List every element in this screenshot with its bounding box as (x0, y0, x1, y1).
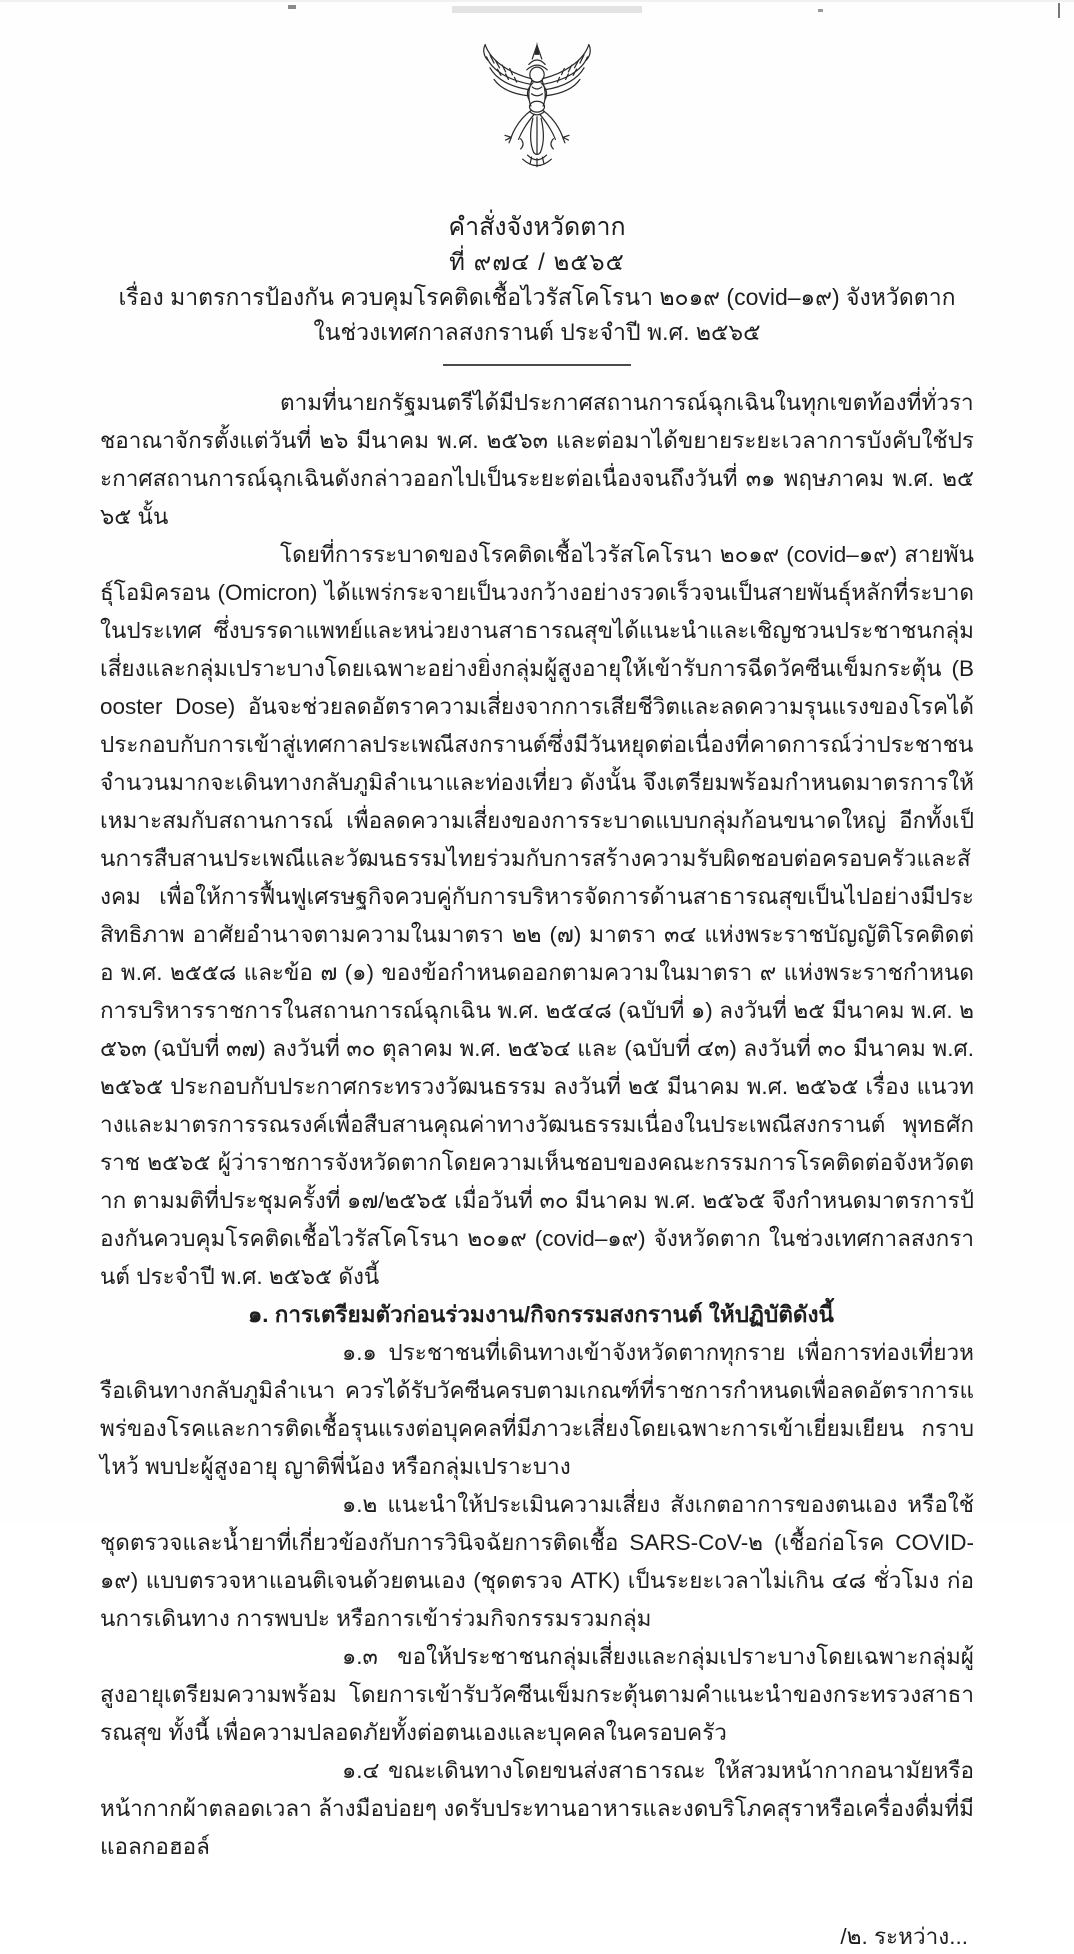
scan-artifact (1058, 3, 1060, 18)
document-number: ที่ ๙๗๔ / ๒๕๖๕ (449, 249, 625, 276)
section-1-item-3: ๑.๓ ขอให้ประชาชนกลุ่มเสี่ยงและกลุ่มเปราะบางโดยเฉพาะกลุ่มผู้สูงอายุเตรียมความพร้อม โดยการเข้ารับวัคซีนเข็มกระตุ้นตามคำแนะนำของกระทรวงสาธารณสุข ทั้งนี้ เพื่อความปลอดภัยทั้งต่อตนเองและบุคคลในครอบครัว (100, 1644, 974, 1745)
paragraph-preamble: ตามที่นายกรัฐมนตรีได้มีประกาศสถานการณ์ฉุกเฉินในทุกเขตท้องที่ทั่วราชอาณาจักรตั้งแต่วันที่ ๒๖ มีนาคม พ.ศ. ๒๕๖๓ และต่อมาได้ขยายระยะเวลาการบังคับใช้ประกาศสถานการณ์ฉุกเฉินดังกล่าวออกไปเป็นระยะต่อเนื่องจนถึงวันที่ ๓๑ พฤษภาคม พ.ศ. ๒๕๖๕ นั้น (100, 390, 974, 529)
document-body (100, 384, 974, 1866)
garuda-emblem-icon (100, 0, 974, 204)
section-1-item-1: ๑.๑ ประชาชนที่เดินทางเข้าจังหวัดตากทุกราย เพื่อการท่องเที่ยวหรือเดินทางกลับภูมิลำเนา ควรได้รับวัคซีนครบตามเกณฑ์ที่ราชการกำหนดเพื่อลดอัตราการแพร่ของโรคและการติดเชื้อรุนแรงต่อบุคคลที่มีภาวะเสี่ยงโดยเฉพาะการเข้าเยี่ยมเยียน กราบไหว้ พบปะผู้สูงอายุ ญาติพี่น้อง หรือกลุ่มเปราะบาง (100, 1340, 974, 1479)
scan-artifact (0, 0, 1074, 2)
section-1-heading: ๑. การเตรียมตัวก่อนร่วมงาน/กิจกรรมสงกรานต์ ให้ปฏิบัติดังนี้ (248, 1302, 834, 1327)
scan-artifact (452, 6, 642, 13)
scan-artifact (818, 9, 823, 12)
section-1-item-2: ๑.๒ แนะนำให้ประเมินความเสี่ยง สังเกตอาการของตนเอง หรือใช้ชุดตรวจและน้ำยาที่เกี่ยวข้องกับการวินิจฉัยการติดเชื้อ SARS-CoV-๒ (เชื้อก่อโรค COVID-๑๙) แบบตรวจหาแอนติเจนด้วยตนเอง (ชุดตรวจ ATK) เป็นระยะเวลาไม่เกิน ๔๘ ชั่วโมง ก่อนการเดินทาง การพบปะ หรือการเข้าร่วมกิจกรรมรวมกลุ่ม (100, 1492, 974, 1631)
garuda-left-wing (484, 45, 535, 149)
page-continuation-mark: /๒. ระหว่าง... (840, 1924, 968, 1949)
title-divider-line (443, 364, 631, 366)
scan-artifact (288, 5, 296, 9)
subject-line-1: เรื่อง มาตรการป้องกัน ควบคุมโรคติดเชื้อไวรัสโคโรนา ๒๐๑๙ (covid–๑๙) จังหวัดตาก (118, 284, 956, 310)
document-header (100, 210, 974, 350)
subject-line-2: ในช่วงเทศกาลสงกรานต์ ประจำปี พ.ศ. ๒๕๖๕ (313, 319, 761, 345)
agency-title: คำสั่งจังหวัดตาก (448, 213, 626, 241)
garuda-center (523, 42, 552, 167)
paragraph-authority: โดยที่การระบาดของโรคติดเชื้อไวรัสโคโรนา ๒๐๑๙ (covid–๑๙) สายพันธุ์โอมิครอน (Omicron) ได้แพร่กระจายเป็นวงกว้างอย่างรวดเร็วจนเป็นสายพันธุ์หลักที่ระบาดในประเทศ ซึ่งบรรดาแพทย์และหน่วยงานสาธารณสุขได้แนะนำและเชิญชวนประชาชนกลุ่มเสี่ยงและกลุ่มเปราะบางโดยเฉพาะอย่างยิ่งกลุ่มผู้สูงอายุให้เข้ารับการฉีดวัคซีนเข็มกระตุ้น (Booster Dose) อันจะช่วยลดอัตราความเสี่ยงจากการเสียชีวิตและลดความรุนแรงของโรคได้ ประกอบกับการเข้าสู่เทศกาลประเพณีสงกรานต์ซึ่งมีวันหยุดต่อเนื่องที่คาดการณ์ว่าประชาชนจำนวนมากจะเดินทางกลับภูมิลำเนาและท่องเที่ยว ดังนั้น จึงเตรียมพร้อมกำหนดมาตรการให้เหมาะสมกับสถานการณ์ เพื่อลดความเสี่ยงของการระบาดแบบกลุ่มก้อนขนาดใหญ่ อีกทั้งเป็นการสืบสานประเพณีและวัฒนธรรมไทยร่วมกับการสร้างความรับผิดชอบต่อครอบครัวและสังคม เพื่อให้การฟื้นฟูเศรษฐกิจควบคู่กับการบริหารจัดการด้านสาธารณสุขเป็นไปอย่างมีประสิทธิภาพ อาศัยอำนาจตามความในมาตรา ๒๒ (๗) มาตรา ๓๔ แห่งพระราชบัญญัติโรคติดต่อ พ.ศ. ๒๕๕๘ และข้อ ๗ (๑) ของข้อกำหนดออกตามความในมาตรา ๙ แห่งพระราชกำหนดการบริหารราชการในสถานการณ์ฉุกเฉิน พ.ศ. ๒๕๔๘ (ฉบับที่ ๑) ลงวันที่ ๒๕ มีนาคม พ.ศ. ๒๕๖๓ (ฉบับที่ ๓๗) ลงวันที่ ๓๐ ตุลาคม พ.ศ. ๒๕๖๔ และ (ฉบับที่ ๔๓) ลงวันที่ ๓๐ มีนาคม พ.ศ. ๒๕๖๕ ประกอบกับประกาศกระทรวงวัฒนธรรม ลงวันที่ ๒๕ มีนาคม พ.ศ. ๒๕๖๕ เรื่อง แนวทางและมาตรการรณรงค์เพื่อสืบสานคุณค่าทางวัฒนธรรมเนื่องในประเพณีสงกรานต์ พุทธศักราช ๒๕๖๕ ผู้ว่าราชการจังหวัดตากโดยความเห็นชอบของคณะกรรมการโรคติดต่อจังหวัดตาก ตามมติที่ประชุมครั้งที่ ๑๗/๒๕๖๕ เมื่อวันที่ ๓๐ มีนาคม พ.ศ. ๒๕๖๕ จึงกำหนดมาตรการป้องกันควบคุมโรคติดเชื้อไวรัสโคโรนา ๒๐๑๙ (covid–๑๙) จังหวัดตาก ในช่วงเทศกาลสงกรานต์ ประจำปี พ.ศ. ๒๕๖๕ ดังนี้ (100, 542, 974, 1289)
section-1-item-4: ๑.๔ ขณะเดินทางโดยขนส่งสาธารณะ ให้สวมหน้ากากอนามัยหรือหน้ากากผ้าตลอดเวลา ล้างมือบ่อยๆ งดรับประทานอาหารและงดบริโภคสุราหรือเครื่องดื่มที่มีแอลกอฮอล์ (100, 1758, 974, 1859)
garuda-right-wing (540, 45, 591, 149)
